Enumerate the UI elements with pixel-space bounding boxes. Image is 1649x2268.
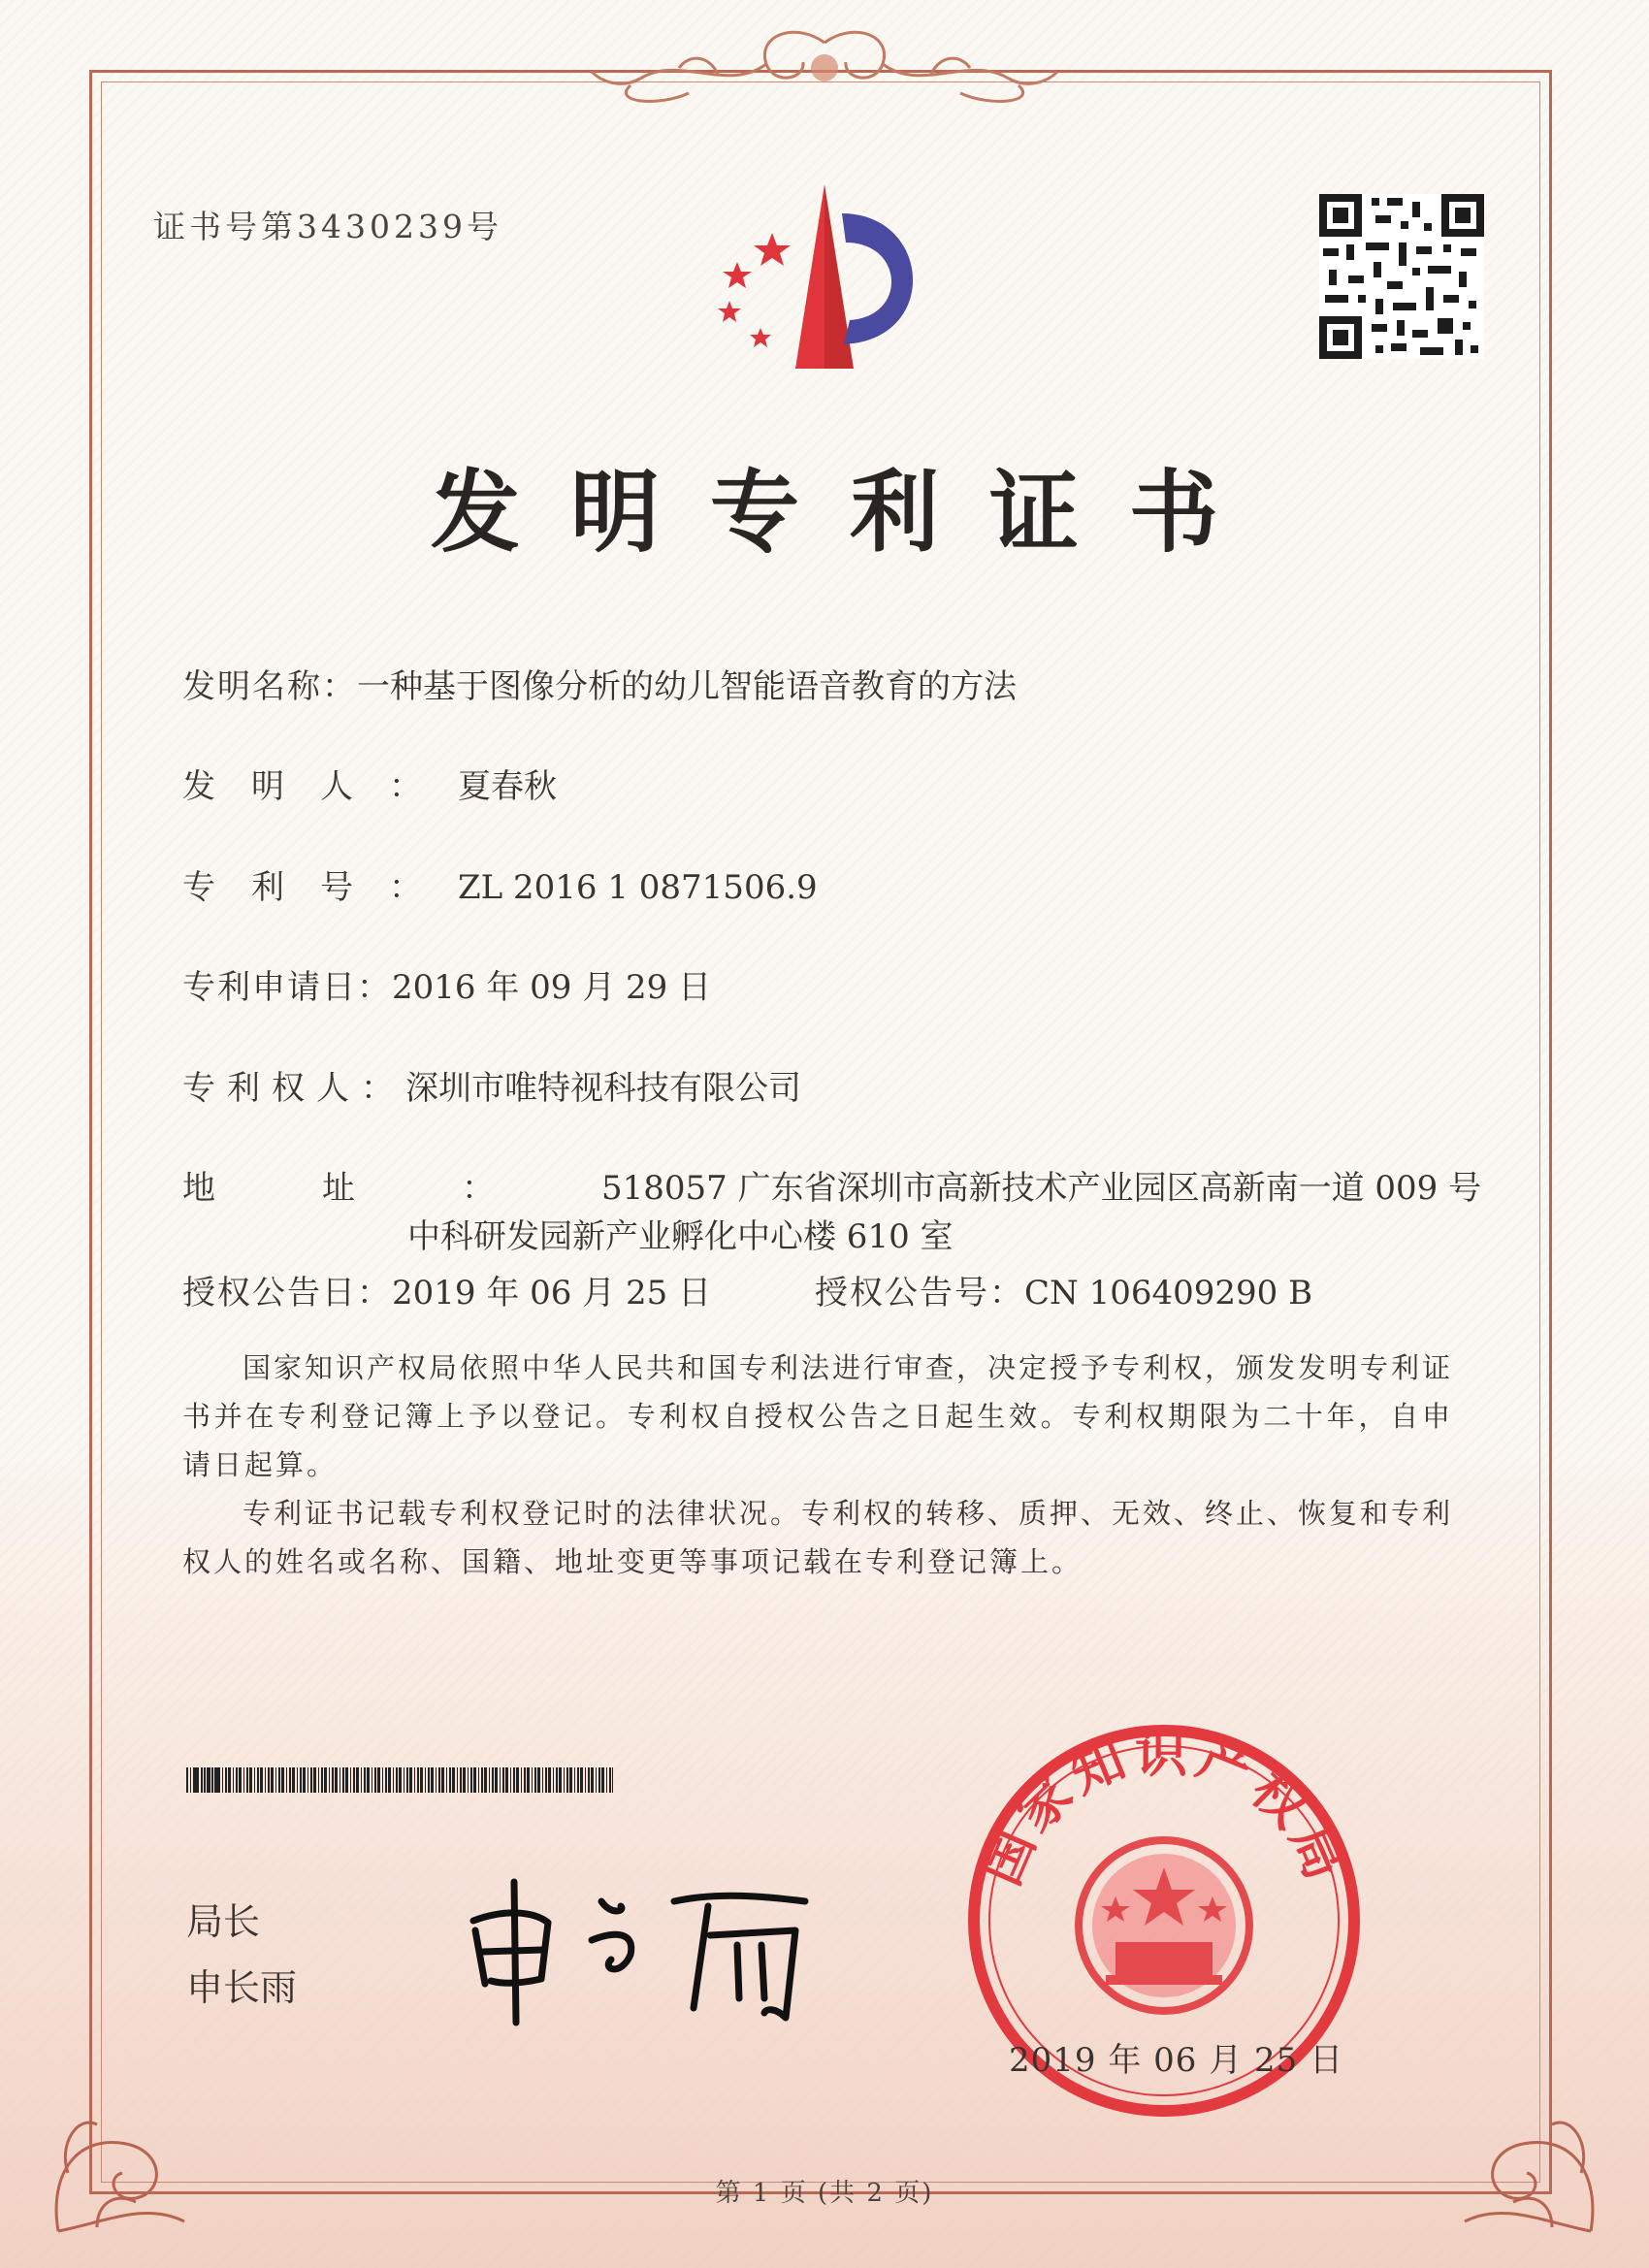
legal-paragraph-2: 专利证书记载专利权登记时的法律状况。专利权的转移、质押、无效、终止、恢复和专利权人的姓名或名称、国籍、地址变更等事项记载在专利登记簿上。 [182, 1497, 1454, 1578]
patent-number-value: ZL 2016 1 0871506.9 [458, 868, 818, 907]
grant-date-label: 授权公告日： [182, 1274, 392, 1312]
director-signature [456, 1863, 834, 2027]
patent-office-emblem [679, 175, 970, 398]
qr-code [1319, 194, 1484, 359]
application-date-label: 专利申请日： [182, 968, 392, 1007]
application-date-field [182, 960, 711, 1008]
corner-ornament-left [39, 2057, 204, 2241]
patentee-label: 专利权人： [182, 1069, 405, 1108]
grant-date-field [182, 1266, 711, 1313]
patentee-field [182, 1061, 801, 1109]
grant-number-label: 授权公告号： [815, 1274, 1024, 1312]
inventor-value: 夏春秋 [458, 767, 557, 806]
barcode [186, 1767, 613, 1793]
certificate-number: 证书号第3430239号 [153, 208, 502, 245]
page-number: 第 1 页 (共 2 页) [715, 2179, 934, 2208]
address-field [182, 1161, 1481, 1209]
corner-ornament-right [1445, 2057, 1610, 2241]
application-date-value: 2016 年 09 月 29 日 [392, 968, 712, 1007]
grant-number-value: CN 106409290 B [1024, 1274, 1313, 1312]
address-label: 地址： [182, 1169, 601, 1208]
inventor-label: 发明人： [182, 767, 458, 806]
patent-number-label: 专利号： [182, 868, 458, 907]
seal-text: 国家知识产权局 [969, 1722, 1359, 1895]
address-line-1: 518057 广东省深圳市高新技术产业园区高新南一道 009 号 [601, 1169, 1482, 1208]
address-line-2-row [407, 1210, 954, 1257]
director-name: 申长雨 [186, 1966, 298, 2009]
invention-name-value: 一种基于图像分析的幼儿智能语音教育的方法 [357, 667, 1017, 706]
director-title: 局长 [186, 1900, 261, 1943]
grant-number-field [815, 1266, 1312, 1313]
certificate-title: 发明专利证书 [430, 460, 1269, 565]
inventor-field [182, 760, 557, 807]
patent-number-field [182, 860, 818, 908]
seal-date: 2019 年 06 月 25 日 [1009, 2041, 1344, 2080]
top-ornament [572, 25, 1077, 113]
invention-name-label: 发明名称： [182, 667, 357, 706]
patentee-value: 深圳市唯特视科技有限公司 [405, 1069, 801, 1108]
invention-name-field [182, 660, 1017, 707]
grant-date-value: 2019 年 06 月 25 日 [392, 1274, 712, 1312]
address-line-2: 中科研发园新产业孵化中心楼 610 室 [407, 1217, 954, 1256]
legal-paragraph-1: 国家知识产权局依照中华人民共和国专利法进行审查，决定授予专利权，颁发发明专利证书并在专利登记簿上予以登记。专利权自授权公告之日起生效。专利权期限为二十年，自申请日起算。 [182, 1351, 1454, 1481]
